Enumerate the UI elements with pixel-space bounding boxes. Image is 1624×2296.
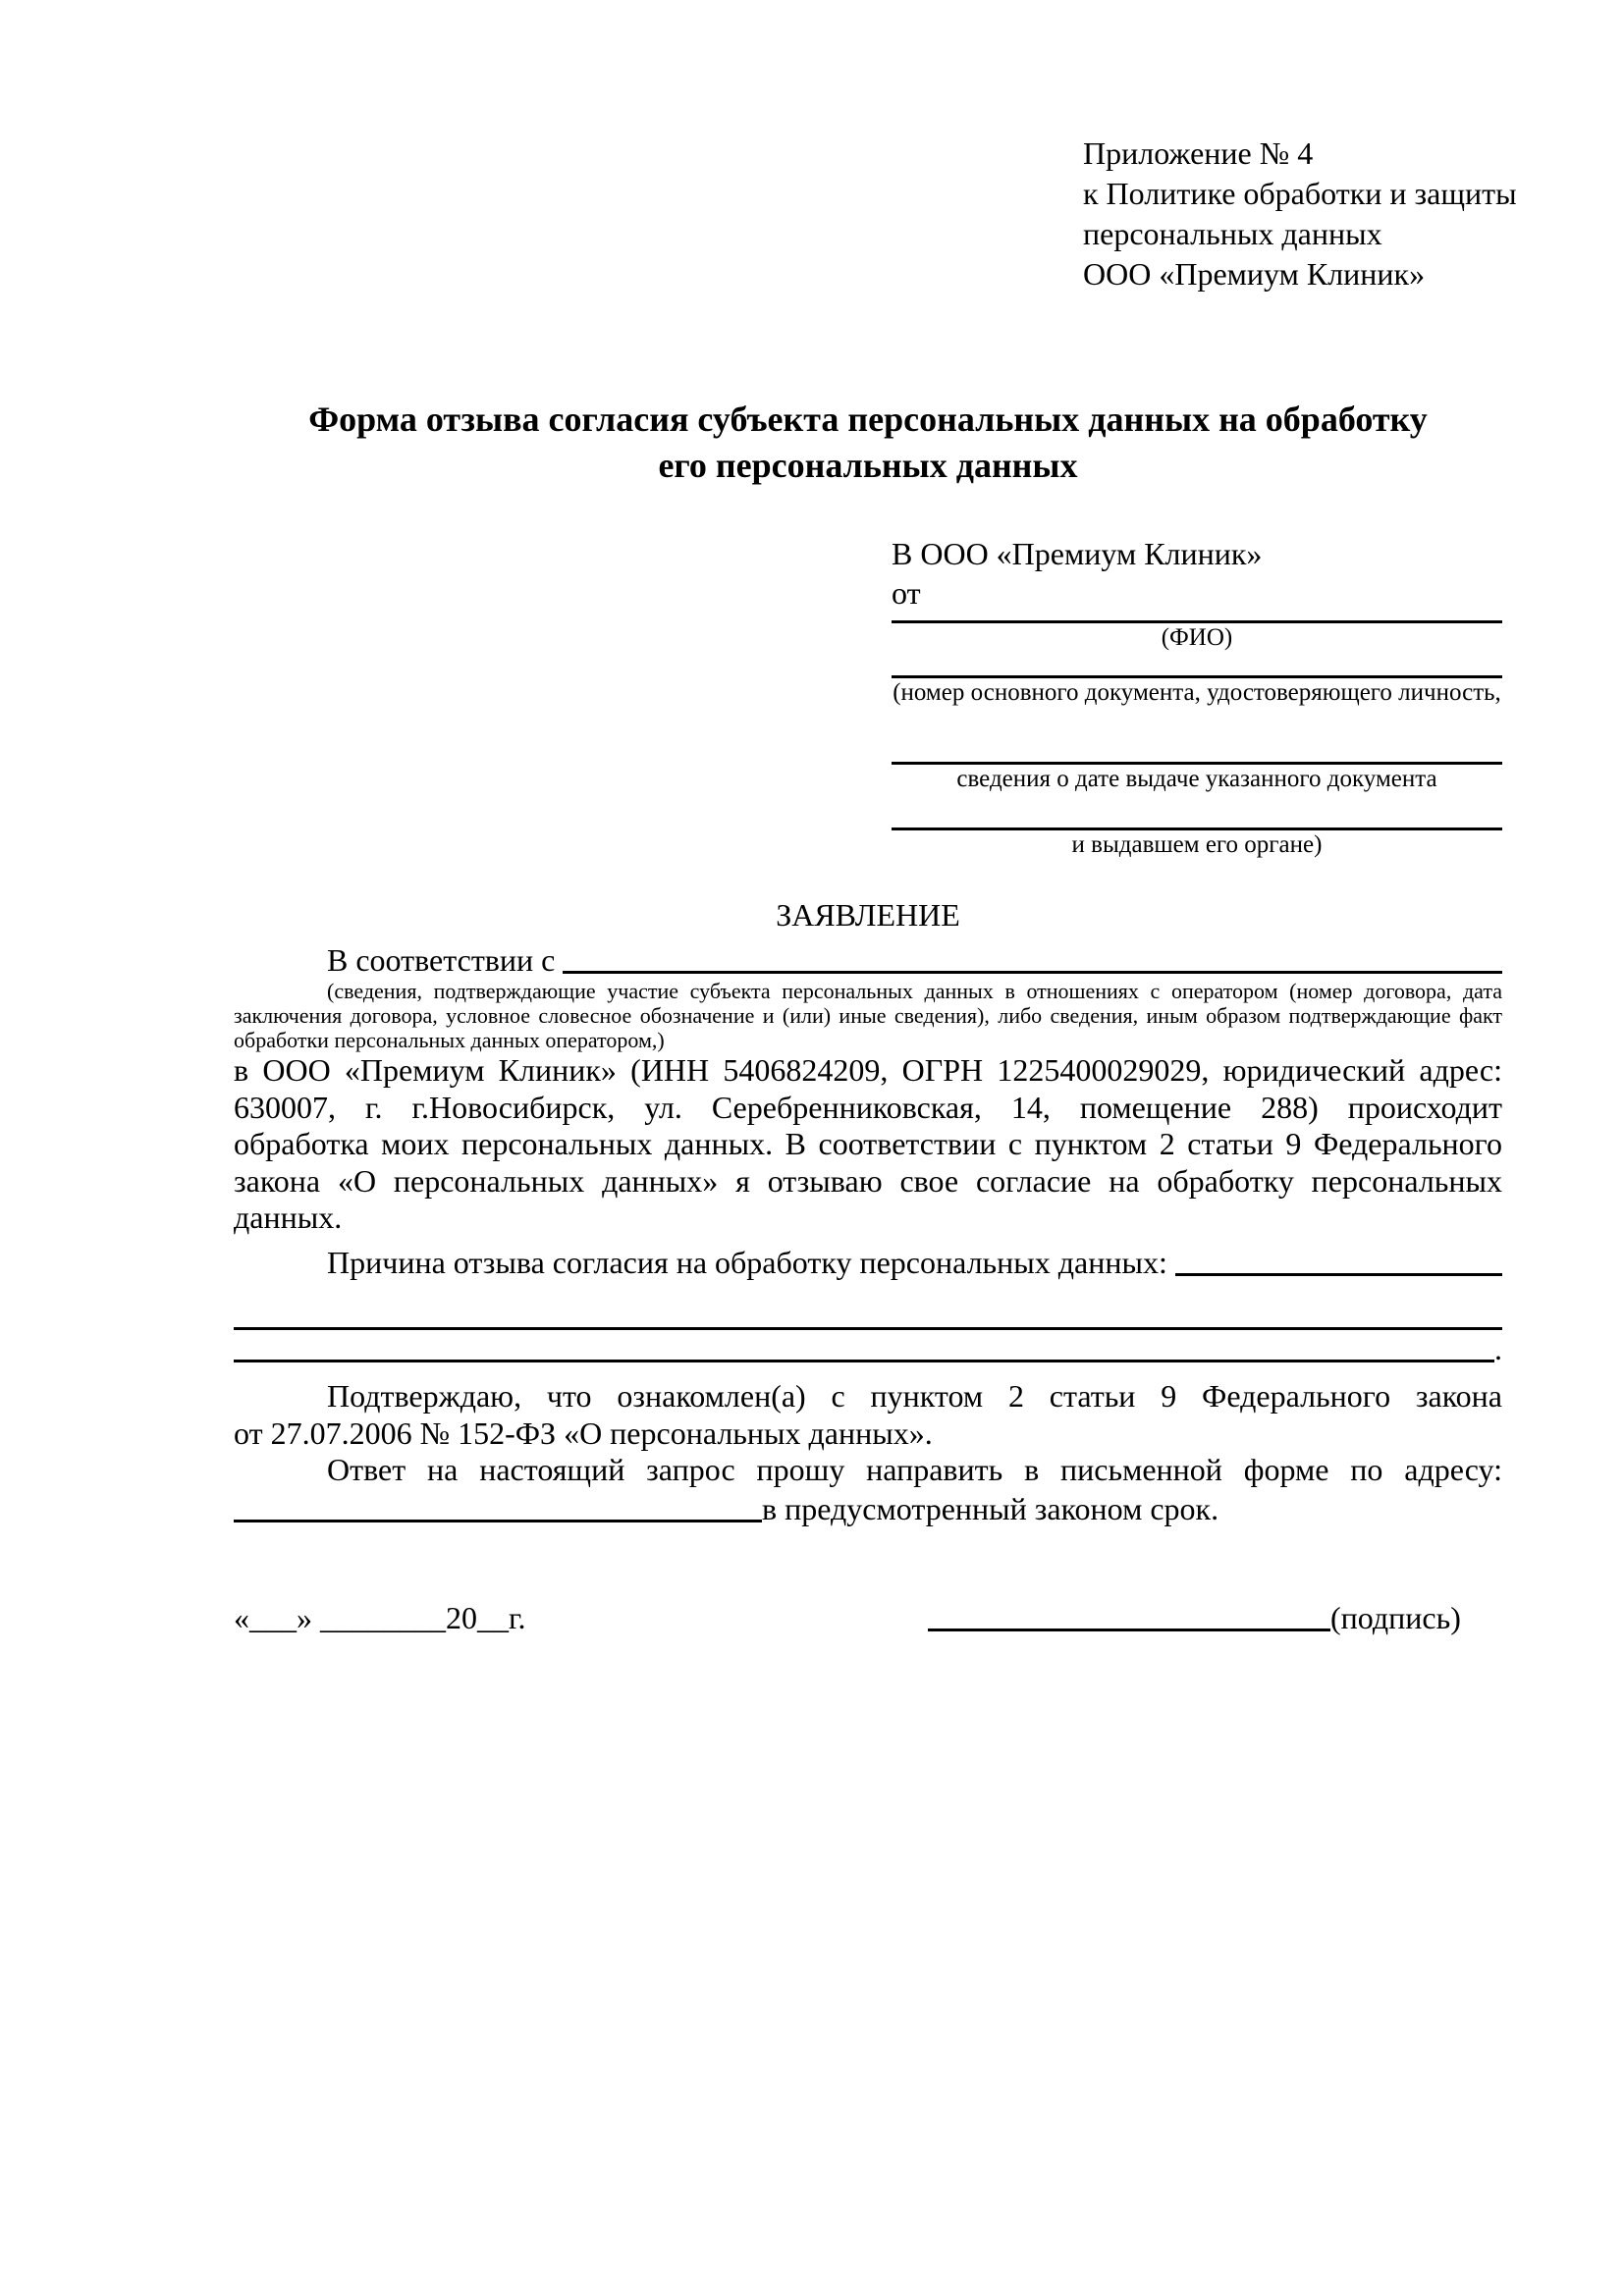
intro-prefix: В соответствии с — [327, 942, 556, 978]
confirmation-line-2: от 27.07.2006 № 152-ФЗ «О персональных данных». — [234, 1415, 933, 1451]
appendix-line-3: персональных данных — [1083, 216, 1382, 251]
reason-line — [234, 1243, 1502, 1282]
id-document-caption: (номер основного документа, удостоверяющего личность, — [893, 679, 1501, 706]
addressee-to: В ООО «Премиум Клиник» — [892, 536, 1263, 571]
appendix-line-4: ООО «Премиум Клиник» — [1083, 256, 1426, 292]
reason-blank-line-3-rule — [234, 1360, 1494, 1362]
issue-date-caption: сведения о дате выдаче указанного документа — [956, 766, 1437, 792]
fio-blank-line — [892, 620, 1502, 653]
body-line-3: обработка моих персональных данных. В соответствии с пунктом 2 статьи 9 Федерального — [234, 1126, 1502, 1161]
appendix-note — [1083, 133, 1517, 294]
reply-line-1: Ответ на настоящий запрос прошу направить в письменной форме по адресу: — [327, 1452, 1502, 1487]
reason-blank-line-3 — [234, 1331, 1502, 1366]
reason-blank-line — [1175, 1273, 1502, 1276]
footnote-line-1: (сведения, подтверждающие участие субъекта персональных данных в отношениях с оператором (номер договора, дата — [327, 979, 1502, 1003]
addressee-from-label: от — [892, 575, 921, 611]
confirmation-paragraph — [234, 1378, 1502, 1452]
body-line-5: данных. — [234, 1200, 343, 1235]
id-document-blank-line — [892, 675, 1502, 708]
intro-footnote — [234, 979, 1502, 1052]
reply-suffix: в предусмотренный законом срок. — [762, 1491, 1219, 1526]
reply-line-2 — [234, 1489, 1502, 1528]
issuing-authority-blank-line — [892, 828, 1502, 860]
signature-blank-line — [928, 1629, 1330, 1631]
date-line: «___» ________20__г. — [234, 1600, 526, 1635]
reason-blank-line-3-period: . — [1494, 1331, 1502, 1366]
reason-blank-line-2 — [234, 1327, 1502, 1330]
form-title-line-1: Форма отзыва согласия субъекта персональных данных на обработку — [308, 400, 1428, 439]
fio-caption: (ФИО) — [1161, 624, 1233, 651]
issue-date-blank-line — [892, 762, 1502, 794]
signature-caption: (подпись) — [1330, 1600, 1461, 1635]
form-title-line-2: его персональных данных — [658, 446, 1078, 485]
statement-body — [234, 1052, 1502, 1237]
body-line-2: 630007, г. г.Новосибирск, ул. Серебренниковская, 14, помещение 288) происходит — [234, 1089, 1502, 1125]
body-line-1: в ООО «Премиум Клиник» (ИНН 5406824209, ОГРН 1225400029029, юридический адрес: — [234, 1052, 1502, 1088]
issuing-authority-caption: и выдавшем его органе) — [1071, 831, 1323, 858]
footnote-line-3: обработки персональных данных оператором,) — [234, 1028, 665, 1052]
signature-block — [928, 1598, 1461, 1637]
footnote-line-2: заключения договора, условное словесное обозначение и (или) иные сведения), либо сведения, иным образом подтверждающие факт — [234, 1003, 1502, 1028]
statement-heading: ЗАЯВЛЕНИЕ — [776, 897, 960, 933]
form-title — [234, 397, 1502, 489]
intro-line — [234, 940, 1502, 980]
intro-blank-line — [563, 971, 1502, 974]
body-line-4: закона «О персональных данных» я отзываю свое согласие на обработку персональных — [234, 1162, 1502, 1199]
reply-paragraph — [234, 1452, 1502, 1528]
reason-label: Причина отзыва согласия на обработку персональных данных: — [327, 1245, 1167, 1280]
addressee-block — [892, 534, 1502, 860]
confirmation-line-1: Подтверждаю, что ознакомлен(а) с пунктом 2 статьи 9 Федерального закона — [327, 1378, 1502, 1414]
appendix-line-2: к Политике обработки и защиты — [1083, 176, 1517, 211]
appendix-line-1: Приложение № 4 — [1083, 135, 1314, 171]
reply-address-blank-line — [234, 1520, 762, 1522]
